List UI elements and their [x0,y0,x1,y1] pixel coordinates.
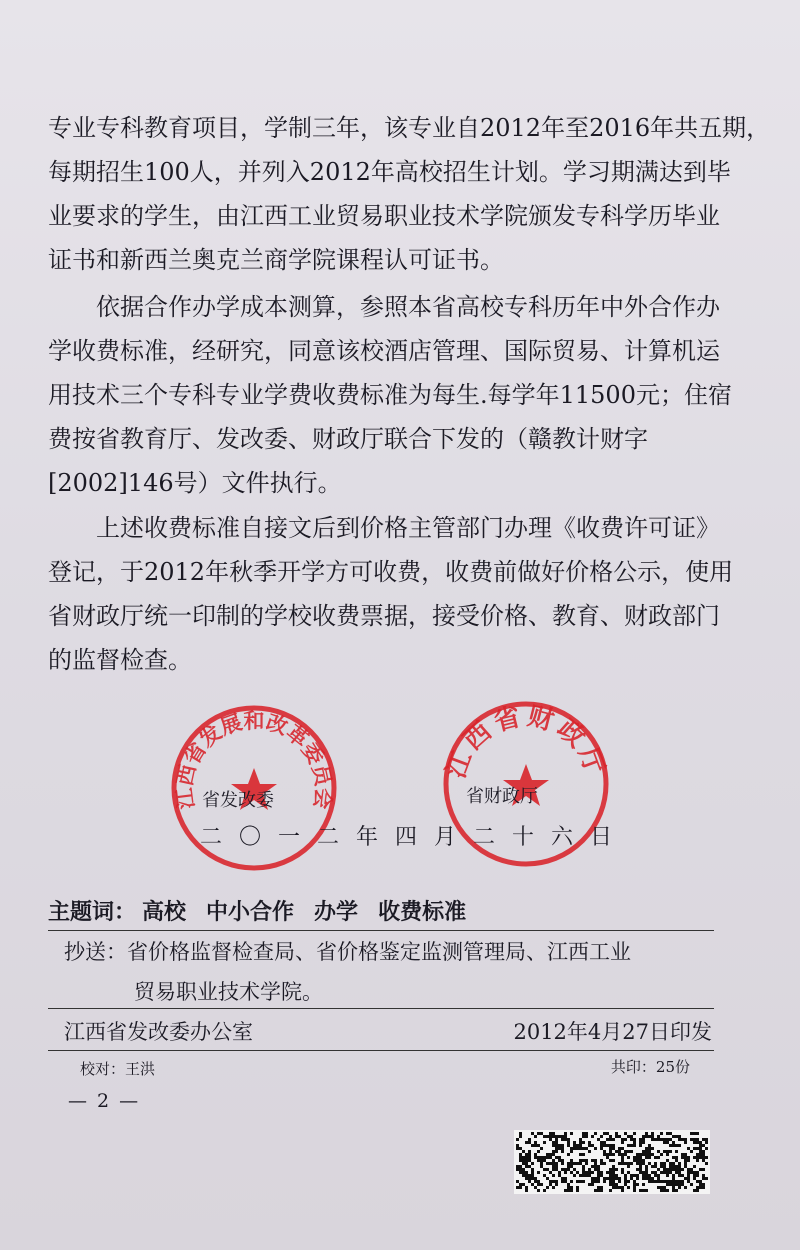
body-line: 登记，于2012年秋季开学方可收费，收费前做好价格公示，使用 [48,558,734,586]
body-line: 的监督检查。 [48,646,192,674]
body-line: 证书和新西兰奥克兰商学院课程认可证书。 [48,246,504,274]
cc-text: 贸易职业技术学院。 [134,980,323,1004]
issue-date-signed: 二〇一二年四月二十六日 [200,825,630,850]
body-line: 用技术三个专科专业学费收费标准为每生.每学年11500元；住宿 [48,381,732,409]
body-line: 省财政厅统一印制的学校收费票据，接受价格、教育、财政部门 [48,602,720,630]
body-line: [2002]146号）文件执行。 [48,469,342,497]
body-line: 每期招生100人，并列入2012年高校招生计划。学习期满达到毕 [48,158,731,186]
svg-text:江西省发展和改革委员会: 江西省发展和改革委员会 [171,707,337,811]
page-number: — 2 — [68,1090,141,1112]
issuing-office: 江西省发改委办公室 [64,1020,253,1044]
divider [48,1008,714,1009]
body-line: 学收费标准，经研究，同意该校酒店管理、国际贸易、计算机运 [48,337,720,365]
keyword: 办学 [314,900,359,925]
carbon-copy [64,932,714,1012]
body-paragraph-1 [48,106,771,282]
divider [48,930,714,931]
cc-text: 省价格监督检查局、省价格鉴定监测管理局、江西工业 [127,940,631,964]
keyword: 高校 [142,900,187,925]
subject-keywords [48,895,480,926]
keyword: 收费标准 [378,900,467,925]
print-copies: 共印：25份 [610,1058,690,1076]
signature-right: 省财政厅 [466,786,538,807]
body-line: 上述收费标准自接文后到价格主管部门办理《收费许可证》 [96,514,720,542]
signature-left: 省发改委 [202,790,274,811]
body-line: 费按省教育厅、发改委、财政厅联合下发的（赣教计财字 [48,425,648,453]
body-paragraph-2 [48,285,732,505]
body-line: 依据合作办学成本测算，参照本省高校专科历年中外合作办 [96,293,720,321]
proofreader: 校对：王洪 [80,1060,156,1078]
body-paragraph-3 [48,506,734,682]
body-line: 业要求的学生，由江西工业贸易职业技术学院颁发专科学历毕业 [48,202,720,230]
cc-first-line [64,932,714,972]
barcode [514,1130,710,1194]
print-date: 2012年4月27日印发 [513,1020,712,1044]
body-line: 专业专科教育项目，学制三年，该专业自2012年至2016年共五期， [48,114,771,142]
divider [48,1050,714,1051]
cc-label: 抄送： [64,940,127,964]
keywords-label: 主题词： [48,900,137,925]
keyword: 中小合作 [206,900,295,925]
svg-text:江西省财政厅: 江西省财政厅 [441,701,611,783]
